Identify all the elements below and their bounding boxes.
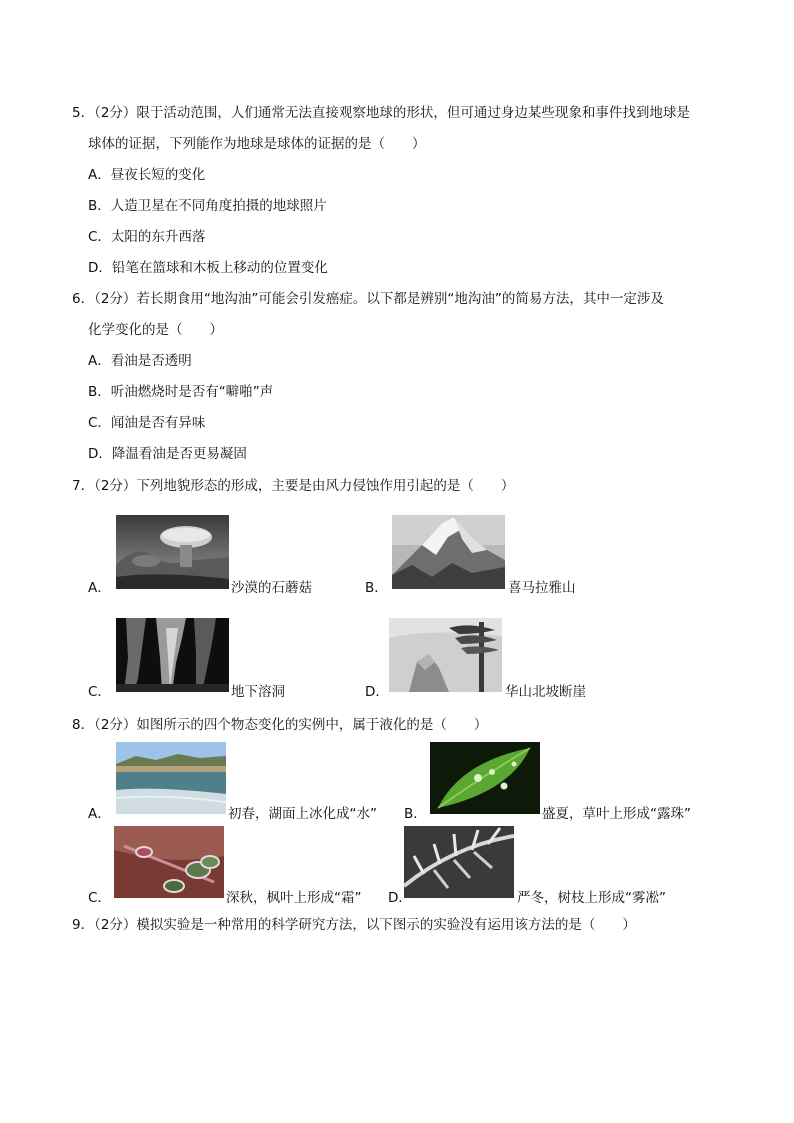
himalaya-photo (392, 515, 505, 589)
question-7-option-b-caption: 喜马拉雅山 (508, 580, 576, 596)
question-5-option-a: A．昼夜长短的变化 (88, 167, 206, 183)
frost-leaf-photo (114, 826, 224, 898)
question-8-option-c-label: C． (88, 890, 111, 906)
question-8-text: 8．（2分）如图所示的四个物态变化的实例中，属于液化的是（ ） (72, 717, 488, 733)
question-5-text-cont: 球体的证据，下列能作为地球是球体的证据的是（ ） (88, 136, 426, 152)
question-8-option-c-caption: 深秋，枫叶上形成“霜” (226, 890, 362, 906)
question-6-option-c: C．闻油是否有异味 (88, 415, 206, 431)
lake-ice-photo (116, 742, 226, 814)
question-8-option-d-label: D． (388, 890, 412, 906)
question-5-text: 5．（2分）限于活动范围，人们通常无法直接观察地球的形状，但可通过身边某些现象和事件找到地球是 (72, 105, 690, 121)
question-7-option-a-label: A． (88, 580, 111, 596)
question-5-option-b: B．人造卫星在不同角度拍摄的地球照片 (88, 198, 327, 214)
question-6-text: 6．（2分）若长期食用“地沟油”可能会引发癌症。以下都是辨别“地沟油”的简易方法，其中一定涉及 (72, 291, 664, 307)
question-7-option-d-caption: 华山北坡断崖 (505, 684, 586, 700)
rime-branch-photo (404, 826, 514, 898)
question-7-option-c-label: C． (88, 684, 111, 700)
dew-leaf-photo (430, 742, 540, 814)
question-7-option-d-label: D． (365, 684, 389, 700)
question-5-option-d: D．铅笔在篮球和木板上移动的位置变化 (88, 260, 328, 276)
question-7-option-c-caption: 地下溶洞 (231, 684, 285, 700)
question-8-option-a-caption: 初春，湖面上冰化成“水” (228, 806, 377, 822)
question-7-text: 7．（2分）下列地貌形态的形成，主要是由风力侵蚀作用引起的是（ ） (72, 478, 515, 494)
question-7-option-b-label: B． (365, 580, 388, 596)
question-9-text: 9．（2分）模拟实验是一种常用的科学研究方法，以下图示的实验没有运用该方法的是（ ） (72, 917, 636, 933)
question-8-option-a-label: A． (88, 806, 111, 822)
question-6-option-a: A．看油是否透明 (88, 353, 192, 369)
question-6-text-cont: 化学变化的是（ ） (88, 322, 223, 338)
question-6-option-b: B．听油燃烧时是否有“噼啪”声 (88, 384, 274, 400)
mushroom-rock-photo (116, 515, 229, 589)
question-8-option-b-label: B． (404, 806, 427, 822)
question-7-option-a-caption: 沙漠的石蘑菇 (231, 580, 312, 596)
question-6-option-d: D．降温看油是否更易凝固 (88, 446, 247, 462)
question-8-option-d-caption: 严冬，树枝上形成“雾凇” (517, 890, 666, 906)
huashan-cliff-photo (389, 618, 502, 692)
cave-photo (116, 618, 229, 692)
question-5-option-c: C．太阳的东升西落 (88, 229, 206, 245)
question-8-option-b-caption: 盛夏，草叶上形成“露珠” (542, 806, 691, 822)
